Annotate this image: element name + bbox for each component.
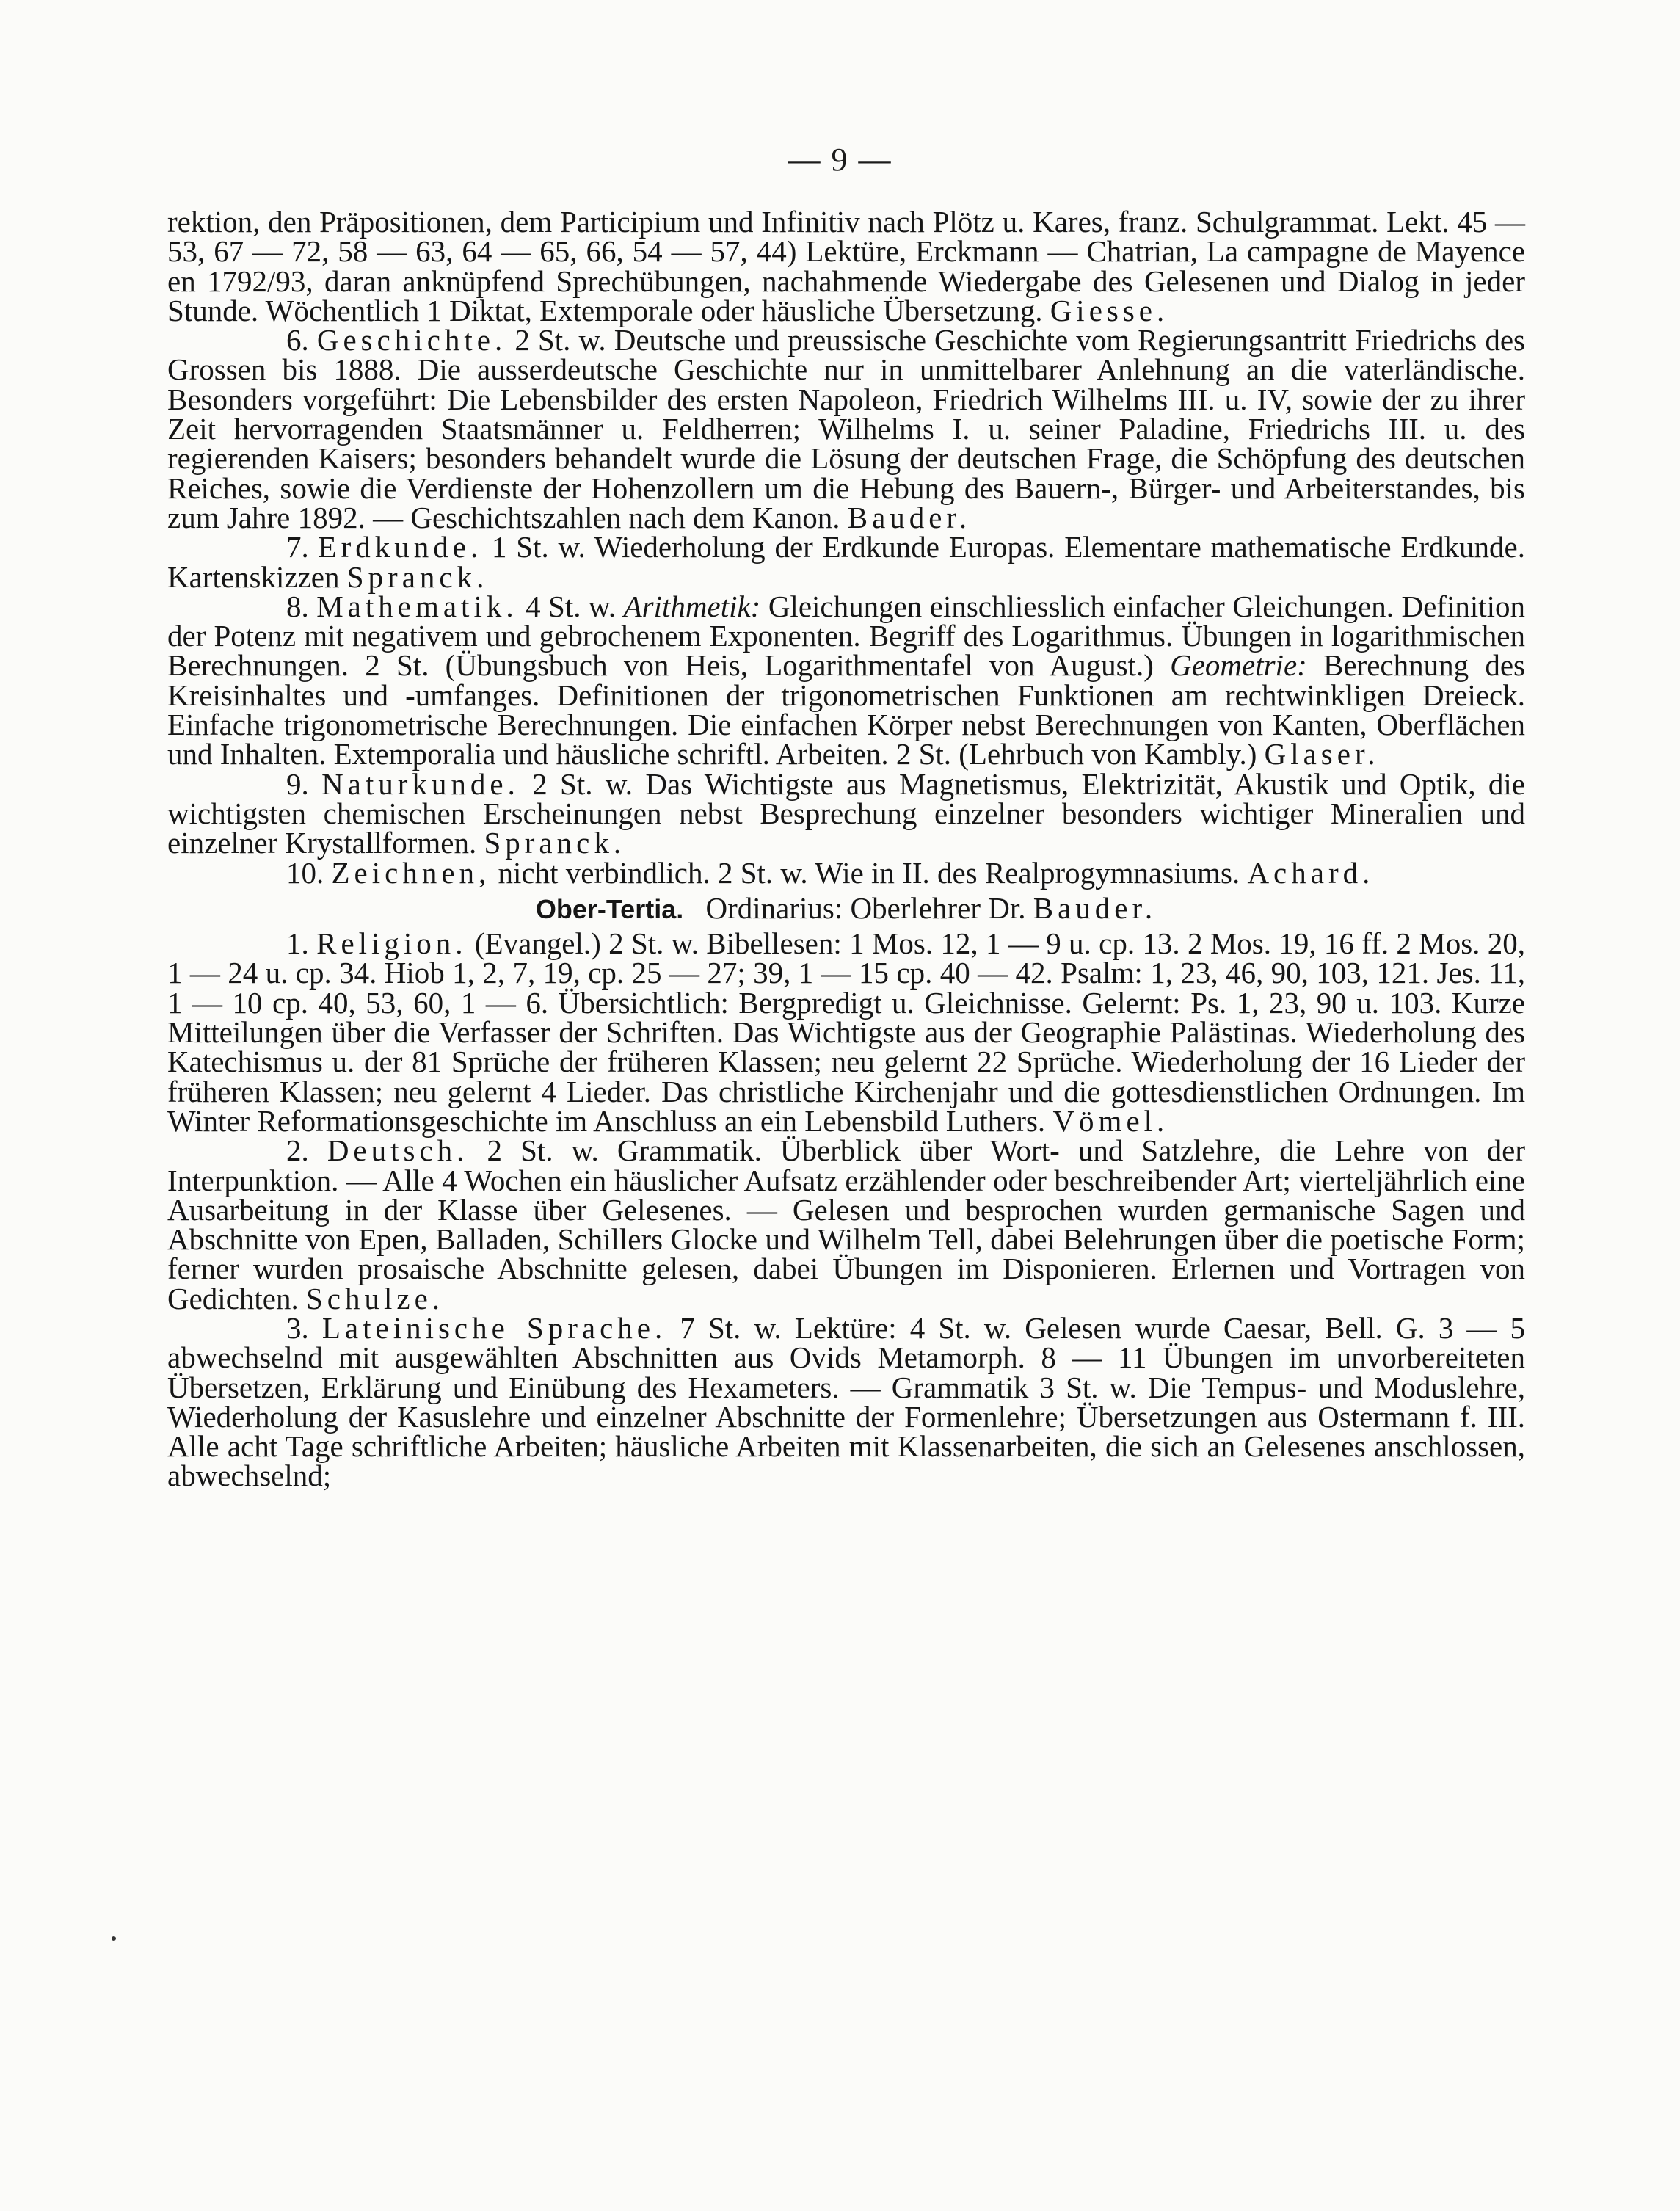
arithmetik-text: Gleichungen einschliesslich einfacher Gleichungen. Definition der Potenz mit negativem und gebrochenem Exponenten. Begriff des Logarithmus. Übungen in logarithmischen Berechnungen. 2 St. (Übungsbuch von Heis, Logarithmentafel von August.) xyxy=(167,589,1526,683)
section-paragraph-geschichte xyxy=(167,325,1525,532)
section-subject: Geschichte. xyxy=(316,323,507,357)
section-number: 7. xyxy=(286,530,309,564)
section-paragraph-latein xyxy=(167,1310,1526,1493)
class-heading xyxy=(167,890,1525,925)
teacher-name: Schulze. xyxy=(305,1281,445,1315)
intro-text: rektion, den Präpositionen, dem Participium und Infinitiv nach Plötz u. Kares, franz. Schulgrammat. Lekt. 45 — 53, 67 — 72, 58 — 63, 64 — 65, 66, 54 — 57, 44) Lektüre, Erckmann — Chatrian, La campagne de Mayence en 1792/93, daran anknüpfend Sprechübungen, nachahmende Wiedergabe des Gelesenen und Dialog in jeder Stunde. Wöchentlich 1 Diktat, Extemporale oder häusliche Übersetzung. xyxy=(167,205,1525,327)
section-text: 2 St. w. Grammatik. Überblick über Wort- und Satzlehre, die Lehre von der Interpunktion. — Alle 4 Wochen ein häuslicher Aufsatz erzählender oder beschreibender Art; vierteljährlich eine Ausarbeitung in der Klasse über Gelesenes. — Gelesen und besprochen wurden germanische Sagen und Abschnitte von Epen, Balladen, Schillers Glocke und Wilhelm Tell, dabei Belehrungen über die poetische Form; ferner wurden prosaische Abschnitte gelesen, dabei Übungen im Disponieren. Erlernen und Vortragen von Gedichten. xyxy=(167,1133,1525,1315)
body-text xyxy=(167,207,1525,1491)
section-number: 6. xyxy=(286,323,309,357)
section-subject: Deutsch. xyxy=(327,1133,469,1168)
teacher-name: Giesse. xyxy=(1050,293,1169,327)
arithmetik-label: Arithmetik: xyxy=(623,589,761,623)
section-paragraph-deutsch xyxy=(167,1133,1525,1315)
section-number: 2. xyxy=(286,1133,309,1168)
geometrie-label: Geometrie: xyxy=(1170,648,1307,683)
section-text: 1 St. w. Wiederholung der Erdkunde Europas. Elementare mathematische Erdkunde. Kartenskizzen xyxy=(167,530,1526,594)
teacher-name: Spranck. xyxy=(346,559,489,594)
section-paragraph-erdkunde xyxy=(167,532,1525,592)
section-text: 2 St. w. Deutsche und preussische Geschichte vom Regierungsantritt Friedrichs des Grossen bis 1888. Die ausserdeutsche Geschichte nur in unmittelbarer Anlehnung an die vaterländische. Besonders vorgeführt: Die Lebensbilder des ersten Napoleon, Friedrich Wilhelms III. u. IV, sowie der zu ihrer Zeit hervorragenden Staatsmänner u. Feldherren; Wilhelms I. u. seiner Paladine, Friedrichs III. u. des regierenden Kaisers; besonders behandelt wurde die Lösung der deutschen Frage, die Schöpfung des deutschen Reiches, sowie die Verdienste der Hohenzollern um die Hebung des Bauern-, Bürger- und Arbeiterstandes, bis zum Jahre 1892. — Geschichtszahlen nach dem Kanon. xyxy=(167,323,1526,534)
section-subject: Mathematik. xyxy=(316,589,518,623)
section-number: 1. xyxy=(286,926,309,961)
section-subject: Zeichnen, xyxy=(331,855,491,890)
class-ordinarius: Ordinarius: Oberlehrer Dr. xyxy=(705,890,1026,925)
teacher-name: Vömel. xyxy=(1052,1103,1169,1138)
section-text: 2 St. w. Das Wichtigste aus Magnetismus, Elektrizität, Akustik und Optik, die wichtigsten chemischen Erscheinungen nebst Besprechung einzelner besonders wichtiger Mineralien und einzelner Krystallformen. xyxy=(167,766,1525,860)
section-number: 10. xyxy=(286,855,324,890)
section-paragraph-naturkunde xyxy=(167,766,1525,860)
section-text: 7 St. w. Lektüre: 4 St. w. Gelesen wurde Caesar, Bell. G. 3 — 5 abwechselnd mit ausgewählten Abschnitten aus Ovids Metamorph. 8 — 11 Übungen im unvorbereiteten Übersetzen, Erklärung und Einübung des Hexameters. — Grammatik 3 St. w. Die Tempus- und Moduslehre, Wiederholung der Kasuslehre und einzelner Abschnitte der Formenlehre; Übersetzungen aus Ostermann f. III. Alle acht Tage schriftliche Arbeiten; häusliche Arbeiten mit Klassenarbeiten, die sich an Gelesenes anschlossen, abwechselnd; xyxy=(167,1310,1526,1493)
teacher-name: Achard. xyxy=(1247,855,1375,890)
page-number: — 9 — xyxy=(788,142,892,178)
section-hours: 4 St. w. xyxy=(526,589,617,623)
section-paragraph-mathematik xyxy=(167,589,1526,772)
section-text: (Evangel.) 2 St. w. Bibellesen: 1 Mos. 12, 1 — 9 u. cp. 13. 2 Mos. 19, 16 ff. 2 Mos. 20, 1 — 24 u. cp. 34. Hiob 1, 2, 7, 19, cp. 25 — 27; 39, 1 — 15 cp. 40 — 42. Psalm: 1, 23, 46, 90, 103, 121. Jes. 11, 1 — 10 cp. 40, 53, 60, 1 — 6. Übersichtlich: Bergpredigt u. Gleichnisse. Gelernt: Ps. 1, 23, 90 u. 103. Kurze Mitteilungen über die Verfasser der Schriften. Das Wichtigste aus der Geographie Palästinas. Wiederholung des Katechismus u. der 81 Sprüche der früheren Klassen; neu gelernt 22 Sprüche. Wiederholung der 16 Lieder der früheren Klassen; neu gelernt 4 Lieder. Das christliche Kirchenjahr und die gottesdienstlichen Ordnungen. Im Winter Reformationsgeschichte im Anschluss an ein Lebensbild Luthers. xyxy=(167,926,1526,1138)
section-subject: Naturkunde. xyxy=(321,766,520,801)
section-paragraph-religion xyxy=(167,926,1526,1138)
section-text: nicht verbindlich. 2 St. w. Wie in II. des Realprogymnasiums. xyxy=(498,855,1240,890)
intro-paragraph xyxy=(167,207,1525,325)
section-subject: Religion. xyxy=(316,926,468,961)
section-paragraph-zeichnen xyxy=(167,855,1525,890)
section-number: 3. xyxy=(286,1310,309,1345)
geometrie-text: Berechnung des Kreisinhaltes und -umfanges. Definitionen der trigonometrischen Funktionen am rechtwinkligen Dreieck. Einfache trigonometrische Berechnungen. Die einfachen Körper nebst Berechnungen von Kanten, Oberflächen und Inhalten. Extemporalia und häusliche schriftl. Arbeiten. 2 St. (Lehrbuch von Kambly.) xyxy=(167,648,1526,772)
section-subject: Lateinische Sprache. xyxy=(321,1310,667,1345)
section-number: 8. xyxy=(286,589,309,623)
teacher-name: Bauder. xyxy=(847,500,972,534)
class-name: Ober-Tertia. xyxy=(535,893,684,924)
teacher-name: Bauder. xyxy=(1033,890,1157,925)
teacher-name: Spranck. xyxy=(484,826,626,860)
teacher-name: Glaser. xyxy=(1264,737,1380,772)
margin-dot xyxy=(112,1936,116,1941)
section-subject: Erdkunde. xyxy=(318,530,483,564)
section-number: 9. xyxy=(286,766,309,801)
